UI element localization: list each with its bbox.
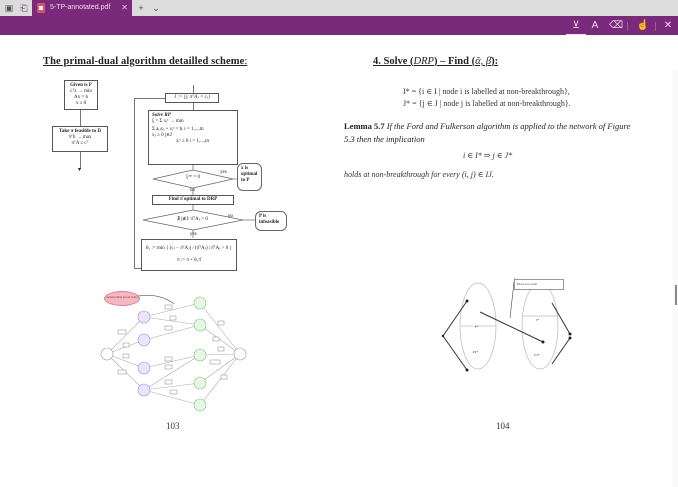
theta-update-box: θ₁ := min { (cⱼ − πᵀAⱼ) / (π̄ᵀAⱼ) | π̄ᵀAⱼ > 0 } π := π + θ₁π̄ xyxy=(141,239,237,271)
pdf-toolbar xyxy=(0,16,678,35)
page-number: 104 xyxy=(496,421,510,431)
tab-close-icon[interactable]: ✕ xyxy=(121,3,128,12)
network-graph xyxy=(90,285,260,415)
touch-write-icon[interactable]: ☝ xyxy=(636,20,650,31)
given-box: Given is P cᵀx → min Ax = b x ≥ 0 xyxy=(64,80,98,110)
page-104 xyxy=(340,35,678,452)
pdf-file-icon xyxy=(37,3,45,13)
connector xyxy=(193,103,194,110)
lemma-block: Lemma 5.7 If the Ford and Fulkerson algorithm is applied to the network of Figure 5.3 then the implication xyxy=(344,121,631,144)
ellipse-label: J\J* xyxy=(534,353,540,357)
ellipse-label: I\I* xyxy=(473,350,479,354)
toolbar-divider xyxy=(627,22,628,31)
new-tab-button[interactable]: + xyxy=(138,3,144,13)
close-icon[interactable]: ✕ xyxy=(663,20,673,31)
vertical-scrollbar[interactable] xyxy=(673,70,678,487)
tab-list-chevron-icon[interactable]: ⌄ xyxy=(152,3,160,13)
take-pi-box: Take π feasible to D πᵀb → max πᵀA ≤ cᵀ xyxy=(52,126,108,152)
yes-label: yes xyxy=(220,170,227,175)
connector xyxy=(193,85,194,93)
ellipse-label: J* xyxy=(536,318,540,322)
back-tab-icon[interactable]: ⎗ xyxy=(20,3,28,13)
annotation-bubble[interactable]: Annotation (note text) xyxy=(104,291,140,306)
connector xyxy=(80,110,81,126)
toolbar-divider xyxy=(655,22,656,31)
callout-box[interactable]: Does not exist xyxy=(514,279,564,290)
decision-exists-j: ∄ j∉J: π̄ᵀAⱼ > 0 xyxy=(177,217,208,222)
tab-pdf[interactable] xyxy=(32,0,132,16)
tab-actions-icon[interactable]: ▣ xyxy=(4,3,14,13)
ellipse-label: I* xyxy=(475,325,478,329)
loop-back-line xyxy=(134,98,165,99)
page-number: 103 xyxy=(166,421,180,431)
set-j-star: J* = {j ∈ J | node j is labelled at non-breakthrough}. xyxy=(403,99,571,108)
section-heading: 4. Solve (DRP) – Find (ᾱ, β̄): xyxy=(373,56,499,67)
scrollbar-thumb[interactable] xyxy=(675,285,677,305)
j-set-box: J := {j; πᵀAⱼ = cⱼ} xyxy=(165,93,219,103)
find-pi-box: Find π̄ optimal to DRP xyxy=(152,195,234,205)
solve-rp-box: Solve RP ξ = Σ xᵢᵃ → min Σ aᵢⱼxⱼ + xᵢᵃ = bᵢ i = 1,...,m xⱼ ≥ 0 j∈J xᵢᵃ ≥ 0 i = 1,...,m xyxy=(148,110,238,165)
pdf-viewer[interactable] xyxy=(0,35,678,452)
page-heading: The primal-dual algorithm detailled scheme: xyxy=(43,56,248,67)
infeasible-box: P is infeasible xyxy=(255,211,287,231)
yes-label: yes xyxy=(190,232,197,237)
tab-title: 5-TP-annotated.pdf xyxy=(50,4,111,11)
eraser-icon[interactable]: ⌫ xyxy=(609,20,624,31)
page-103 xyxy=(0,35,340,452)
set-i-star: I* = {i ∈ I | node i is labelled at non-breakthrough}, xyxy=(403,87,570,96)
arrow-down: ▾ xyxy=(78,167,82,173)
implication: i ∈ I* ⇒ j ∈ J* xyxy=(463,151,513,160)
browser-tab-strip xyxy=(0,0,678,16)
no-label: no xyxy=(190,188,195,193)
decision-xi-opt: ξᵒᵖᵗ = 0 xyxy=(185,175,200,180)
text-highlight-icon[interactable]: A xyxy=(591,20,599,31)
no-label: no xyxy=(228,214,233,219)
optimal-to-p-box: x is optimal to P xyxy=(237,163,262,191)
holds-text: holds at non-breakthrough for every (i, j) ∈ IJ. xyxy=(344,170,494,179)
highlight-icon[interactable]: ⊻ xyxy=(569,19,583,33)
